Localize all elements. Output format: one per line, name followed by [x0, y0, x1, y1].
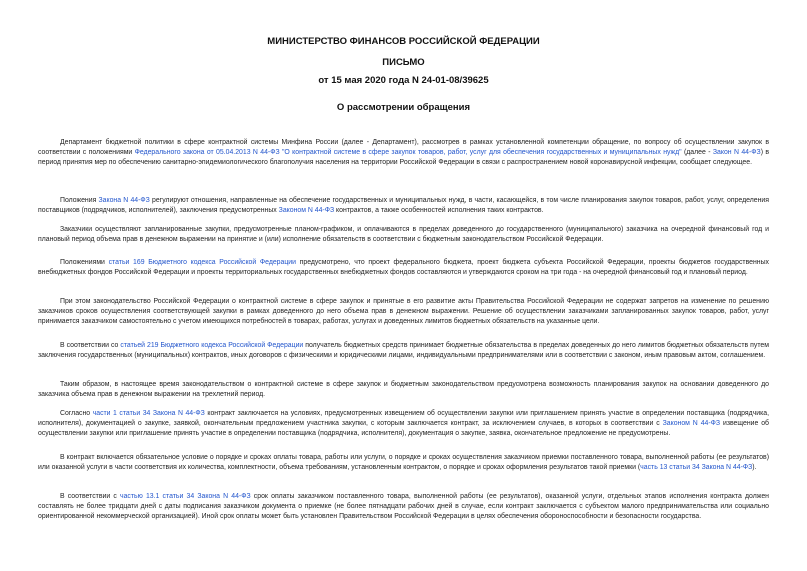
- paragraph: [38, 138, 769, 169]
- law-reference-link[interactable]: статьи 169 Бюджетного кодекса Российской Федерации: [108, 259, 296, 266]
- paragraph: [38, 453, 769, 473]
- paragraph-text: (далее -: [681, 149, 713, 157]
- law-reference-link[interactable]: частью 13.1 статьи 34 Закона N 44-ФЗ: [120, 493, 251, 500]
- paragraph-text: Заказчики осуществляют запланированные закупки, предусмотренные планом-графиком, и оплачиваются в пределах доведенного до государственного (муниципального) заказчика на очередной финансовый год и плановый период объема прав в денежном выражении на принятие и (или) исполнение обязательств в соответствии с бюджетным законодательством Российской Федерации.: [38, 226, 769, 244]
- law-reference-link[interactable]: части 1 статьи 34 Закона N 44-ФЗ: [92, 410, 205, 417]
- paragraph-text: Таким образом, в настоящее время законодательством о контрактной системе в сфере закупок и бюджетным законодательством предусмотрена возможность планирования закупок на основании доведенного до заказчика объема прав в денежном выражении на трехлетний период.: [38, 381, 769, 399]
- paragraph-text: Согласно: [60, 410, 93, 417]
- paragraph-text: В контракт включается обязательное условие о порядке и сроках оплаты товара, работы или услуги, о порядке и сроках осуществления заказчиком приемки поставленного товара, выполненной работы (ее результатов) или оказанной услуги в части соответствия их количества, комплектности, объема требованиям, установленным контрактом, о порядке и сроках оформления результатов такой приемки (: [38, 454, 769, 472]
- paragraph-text: получатель бюджетных средств принимает бюджетные обязательства в пределах доведенных до него лимитов бюджетных обязательств путем заключения государственных (муниципальных) контрактов, иных договоров с физическими и юридическими лицами, индивидуальными предпринимателями или в соответствии с законом, иным правовым актом, соглашением.: [38, 342, 769, 360]
- paragraph: [38, 341, 769, 361]
- law-reference-link[interactable]: Законом N 44-ФЗ: [278, 207, 335, 215]
- paragraph-text: контракт заключается на условиях, предусмотренных извещением об осуществлении закупки или приглашением принять участие в определении поставщика (подрядчика, исполнителя), документацией о закупке, заявкой, окончательным предложением участника закупки, с которым заключается контракт, за исключением случаев, в которых в соответствии с: [38, 410, 769, 428]
- paragraph-text: регулируют отношения, направленные на обеспечение государственных и муниципальных нужд, в части, касающейся, в том числе планирования закупок товаров, работ, услуг, определения поставщиков (подрядчиков, исполнителей), заключения предусмотренных: [38, 197, 769, 215]
- paragraph: [38, 492, 769, 523]
- law-reference-link[interactable]: часть 13 статьи 34 Закона N 44-ФЗ: [640, 464, 753, 472]
- law-reference-link[interactable]: Закона N 44-ФЗ: [98, 197, 150, 204]
- paragraph-text: срок оплаты заказчиком поставленного товара, выполненной работы (ее результатов), оказанной услуги, отдельных этапов исполнения контракта должен составлять не более тридцати дней с даты подписания заказчиком документа о приемке (не более пятнадцати рабочих дней в случае, если контракт заключается с субъектом малого предпринимательства или социально ориентированной некоммерческой организацией). Иной срок оплаты может быть установлен Правительством Российской Федерации в целях обеспечения обороноспособности и безопасности государства.: [38, 493, 769, 521]
- document-type: ПИСЬМО: [382, 57, 425, 68]
- paragraph-text: Департамент бюджетной политики в сфере контрактной системы Минфина России (далее - Департамент), рассмотрев в рамках установленной компетенции обращение, по вопросу об осуществлении закупок в соответствии с положениями: [38, 139, 769, 157]
- paragraph-text: извещение об осуществлении закупки или приглашение принять участие в определении поставщика (подрядчика, исполнителя), документация о закупке, заявка, окончательное предложение не предусмотрены.: [38, 420, 769, 438]
- law-reference-link[interactable]: Федерального закона от 05.04.2013 N 44-ФЗ "О контрактной системе в сфере закупок товаров, работ, услуг для обеспечения государственных и муниципальных нужд": [134, 149, 682, 157]
- paragraph-text: В соответствии с: [60, 493, 120, 500]
- paragraph-text: При этом законодательство Российской Федерации о контрактной системе в сфере закупок и принятые в его развитие акты Правительства Российской Федерации не содержат запретов на изменение по решению заказчиков сроков осуществления соответствующей закупки в рамках доведенного до него объема прав в денежном выражении. Решение об осуществлении заказчиками запланированных закупок товаров, работ, услуг принимается заказчиком самостоятельно с учетом имеющихся потребностей в товарах, работах, услугах и доведенных лимитов бюджетных обязательств на указанные цели.: [38, 298, 769, 326]
- paragraph-text: предусмотрено, что проект федерального бюджета, проект бюджета субъекта Российской Федерации, проекты бюджетов государственных внебюджетных фондов Российской Федерации и проекты территориальных государственных внебюджетных фондов составляются и утверждаются сроком на три года - на очередной финансовый год и плановый период.: [38, 259, 769, 277]
- paragraph-text: Положениями: [60, 259, 109, 266]
- law-reference-link[interactable]: Законом N 44-ФЗ: [662, 420, 721, 428]
- paragraph: [38, 196, 769, 216]
- paragraph: [38, 258, 769, 278]
- document-subject: О рассмотрении обращения: [336, 102, 471, 113]
- paragraph: [38, 380, 769, 400]
- paragraph-text: ).: [752, 464, 757, 472]
- paragraph: [38, 409, 769, 440]
- ministry-title: МИНИСТЕРСТВО ФИНАНСОВ РОССИЙСКОЙ ФЕДЕРАЦИИ: [267, 36, 540, 47]
- document-date-number: от 15 мая 2020 года N 24-01-08/39625: [318, 75, 489, 86]
- paragraph-text: В соответствии со: [60, 342, 121, 349]
- paragraph-text: ) в период принятия мер по обеспечению санитарно-эпидемиологического благополучия населения на территории Российской Федерации в связи с распространением новой коронавирусной инфекции, сообщает следующее.: [38, 149, 770, 167]
- paragraph-text: контрактов, а также особенностей исполнения таких контрактов.: [334, 207, 544, 215]
- law-reference-link[interactable]: статьей 219 Бюджетного кодекса Российской Федерации: [120, 342, 304, 349]
- law-reference-link[interactable]: Закон N 44-ФЗ: [712, 149, 761, 157]
- paragraph: [38, 297, 769, 328]
- paragraph: [38, 225, 769, 245]
- paragraph-text: Положения: [60, 197, 99, 204]
